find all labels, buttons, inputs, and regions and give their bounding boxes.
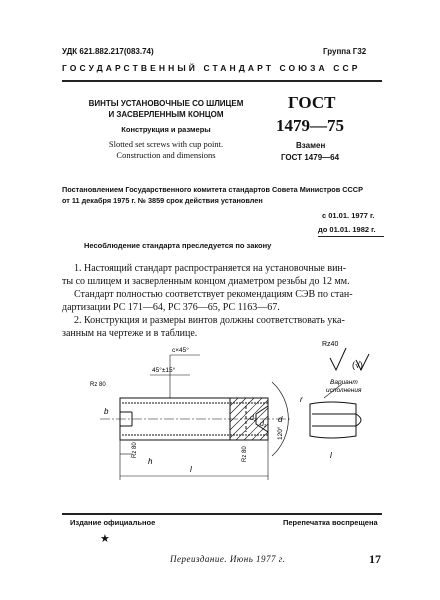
footer-rule — [62, 513, 382, 515]
angle-45-label: 45°±15° — [152, 367, 176, 374]
subtitle-ru: Конструкция и размеры — [121, 125, 211, 134]
title-ru-line1: ВИНТЫ УСТАНОВОЧНЫЕ СО ШЛИЦЕМ — [88, 99, 244, 108]
standard-banner: ГОСУДАРСТВЕННЫЙ СТАНДАРТ СОЮЗА ССР — [62, 63, 361, 73]
label-d1: d₁ — [260, 421, 267, 428]
decree-line1: Постановлением Государственного комитета стандартов Совета Министров СССР — [62, 185, 363, 194]
title-ru-line2: И ЗАСВЕРЛЕННЫМ КОНЦОМ — [108, 110, 224, 119]
label-r: r — [300, 395, 303, 404]
gost-number: 1479—75 — [276, 116, 344, 135]
chamfer-label: c×45° — [172, 347, 189, 354]
replaces-value: ГОСТ 1479—64 — [281, 153, 340, 162]
paragraph-1-line1: 1. Настоящий стандарт распространяется на установочные вин- — [74, 263, 347, 274]
label-b: b — [104, 407, 109, 416]
rz80-label-a: Rz 80 — [90, 382, 106, 388]
paragraph-2-line1: Стандарт полностью соответствует рекомендациям СЭВ по стан- — [74, 289, 353, 300]
star-icon: ★ — [100, 533, 110, 545]
decree-from: с 01.01. 1977 г. — [322, 211, 375, 220]
warning-text: Несоблюдение стандарта преследуется по закону — [84, 241, 272, 250]
label-h: h — [148, 457, 153, 466]
reprint-prohibited: Перепечатка воспрещена — [283, 518, 378, 527]
label-d2: d₂ — [250, 415, 257, 422]
title-en-line1: Slotted set screws with cup point. — [108, 139, 224, 149]
paragraph-3-line2: занным на чертеже и в таблице. — [62, 328, 198, 339]
roughness-label: Rz40 — [322, 341, 339, 348]
replaces-label: Взамен — [296, 141, 326, 150]
udk-code: УДК 621.882.217(083.74) — [62, 47, 154, 56]
group-code: Группа Г32 — [323, 47, 367, 56]
reissue-note: Переиздание. Июнь 1977 г. — [170, 554, 286, 564]
screw-drawing — [60, 340, 390, 500]
paragraph-2-line2: дартизации РС 171—64, РС 376—65, РС 1163—67. — [62, 302, 280, 313]
gost-label: ГОСТ — [288, 93, 336, 112]
paragraph-3-line1: 2. Конструкция и размеры винтов должны соответствовать ука- — [74, 315, 345, 326]
decree-line2: от 11 декабря 1975 г. № 3859 срок действия установлен — [62, 196, 263, 205]
variant-line2: исполнения — [326, 387, 362, 394]
page-number: 17 — [369, 552, 381, 566]
label-l-side: l — [330, 451, 332, 460]
header-rule — [62, 80, 382, 82]
label-d: d — [278, 415, 283, 424]
decree-underline — [318, 236, 384, 237]
rz80-label-b: Rz 80 — [132, 442, 138, 458]
official-edition: Издание официальное — [70, 518, 156, 527]
paragraph-1-line2: ты со шлицем и засверленным концом диаметром резьбы до 12 мм. — [62, 276, 350, 287]
roughness-paren: (√) — [352, 360, 363, 370]
rz80-label-c: Rz 80 — [242, 446, 248, 462]
decree-to: до 01.01. 1982 г. — [318, 225, 376, 234]
variant-line1: Вариант — [330, 379, 358, 386]
angle-120-label: 120° — [277, 426, 284, 440]
title-en-line2: Construction and dimensions — [116, 150, 216, 160]
label-l: l — [190, 465, 192, 474]
